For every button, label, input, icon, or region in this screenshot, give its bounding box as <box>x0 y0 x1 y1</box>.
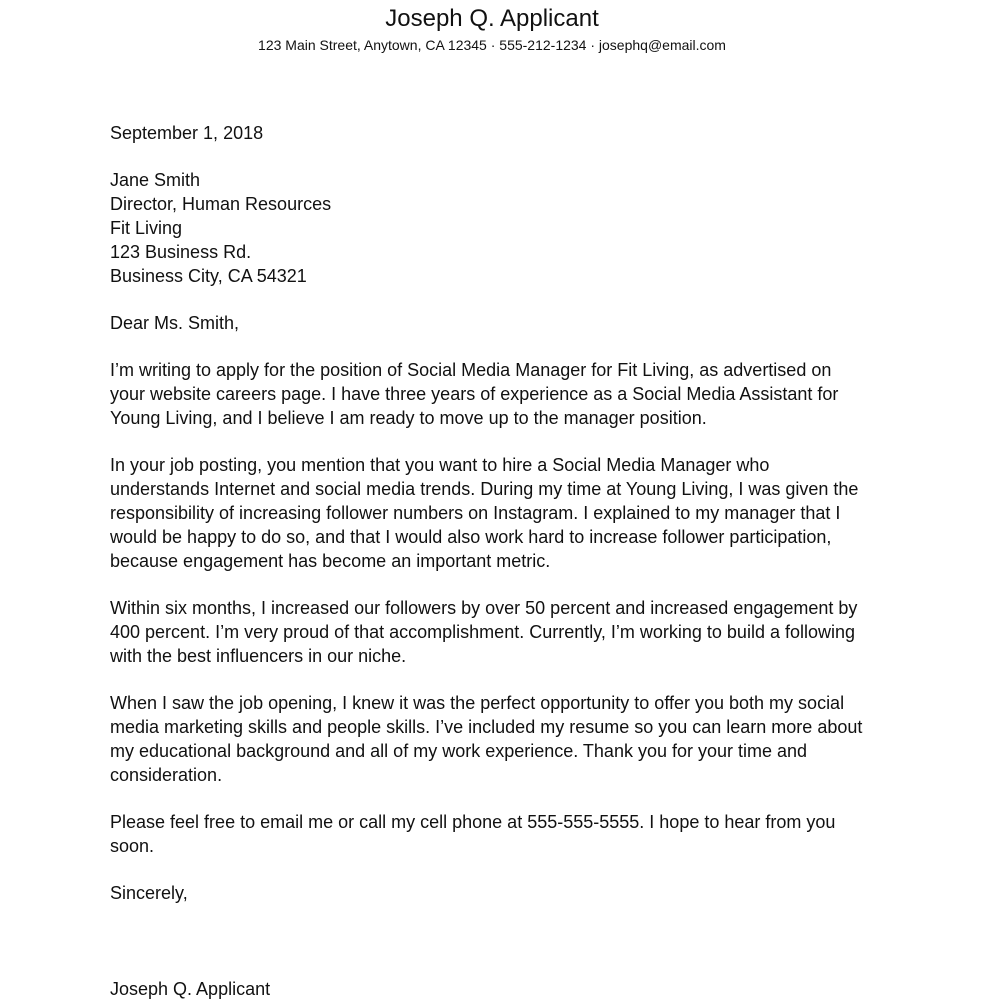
paragraph-line: media marketing skills and people skills. I’ve included my resume so you can learn more about <box>110 717 863 737</box>
paragraph-line: with the best influencers in our niche. <box>110 646 407 666</box>
paragraph-line: because engagement has become an important metric. <box>110 551 551 571</box>
paragraph-line: soon. <box>110 836 155 856</box>
sender-contact-line: 123 Main Street, Anytown, CA 12345 · 555-212-1234 · josephq@email.com <box>258 37 726 53</box>
recipient-city: Business City, CA 54321 <box>110 266 307 286</box>
recipient-name: Jane Smith <box>110 170 201 190</box>
salutation-block <box>110 311 880 335</box>
paragraph-line: In your job posting, you mention that you want to hire a Social Media Manager who <box>110 455 770 475</box>
paragraph-line: I’m writing to apply for the position of Social Media Manager for Fit Living, as advertised on <box>110 360 832 380</box>
recipient-address <box>110 168 880 288</box>
paragraph-line: would be happy to do so, and that I would also work hard to increase follower participation, <box>110 527 832 547</box>
paragraph-5 <box>110 810 880 858</box>
paragraph-line: When I saw the job opening, I knew it was the perfect opportunity to offer you both my social <box>110 693 845 713</box>
recipient-street: 123 Business Rd. <box>110 242 252 262</box>
recipient-title: Director, Human Resources <box>110 194 332 214</box>
paragraph-line: your website careers page. I have three years of experience as a Social Media Assistant for <box>110 384 839 404</box>
paragraph-line: Please feel free to email me or call my cell phone at 555-555-5555. I hope to hear from you <box>110 812 836 832</box>
paragraph-1 <box>110 358 880 430</box>
paragraph-4 <box>110 691 880 787</box>
signature-name: Joseph Q. Applicant <box>110 979 271 999</box>
letterhead <box>0 3 984 54</box>
paragraph-line: 400 percent. I’m very proud of that accomplishment. Currently, I’m working to build a following <box>110 622 856 642</box>
salutation: Dear Ms. Smith, <box>110 313 240 333</box>
paragraph-line: responsibility of increasing follower numbers on Instagram. I explained to my manager that I <box>110 503 841 523</box>
paragraph-line: my educational background and all of my work experience. Thank you for your time and <box>110 741 808 761</box>
paragraph-line: consideration. <box>110 765 223 785</box>
sender-name: Joseph Q. Applicant <box>385 5 599 32</box>
paragraph-line: Young Living, and I believe I am ready to move up to the manager position. <box>110 408 707 428</box>
closing-block <box>110 881 880 1001</box>
paragraph-2 <box>110 453 880 573</box>
paragraph-line: Within six months, I increased our followers by over 50 percent and increased engagement by <box>110 598 858 618</box>
letter-date: September 1, 2018 <box>110 123 264 143</box>
recipient-company: Fit Living <box>110 218 183 238</box>
letter-body <box>110 121 880 1001</box>
letter-date-block <box>110 121 880 145</box>
paragraph-3 <box>110 596 880 668</box>
signature-space <box>110 905 880 977</box>
closing: Sincerely, <box>110 883 188 903</box>
paragraph-line: understands Internet and social media trends. During my time at Young Living, I was given the <box>110 479 859 499</box>
